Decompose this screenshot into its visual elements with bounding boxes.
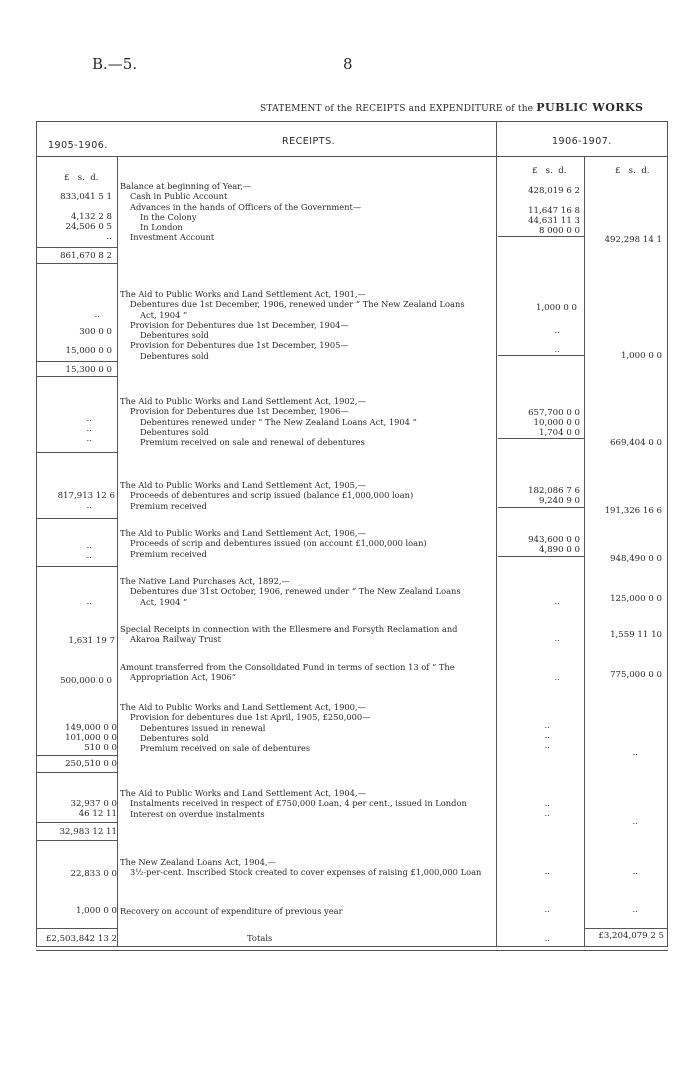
detail-amount: .. (554, 345, 560, 355)
detail-amount: 11,647 16 8 (528, 206, 580, 216)
prev-amount: 817,913 12 6 (57, 491, 115, 501)
block-line: Debentures sold (140, 732, 209, 743)
block-heading: The Native Land Purchases Act, 1892,— (120, 576, 290, 586)
block-heading: Special Receipts in connection with the Ellesmere and Forsyth Reclamation and (120, 624, 458, 634)
block-line: Premium received on sale of debentures (140, 743, 311, 754)
block-total: 1,000 0 0 (620, 351, 662, 361)
block-heading: The Aid to Public Works and Land Settlement Act, 1904,— (120, 788, 366, 798)
detail-amount: 1,000 0 0 (535, 303, 577, 313)
subtotal-rule (37, 822, 117, 823)
totals-top-rule-right (585, 928, 667, 929)
block-separator (37, 566, 117, 567)
block-line: 3½-per-cent. Inscribed Stock created to cover expenses of raising £1,000,000 Loan (130, 867, 482, 878)
subtotal-rule (37, 840, 117, 841)
block-heading: The Aid to Public Works and Land Settlement Act, 1905,— (120, 480, 366, 490)
page-number: 8 (343, 55, 353, 73)
prev-subtotal: 861,670 8 2 (60, 251, 112, 261)
block-line: Advances in the hands of Officers of the Government— (130, 201, 362, 212)
subtotal-rule (37, 361, 117, 362)
block-total: 669,404 0 0 (610, 438, 662, 448)
block-line: Instalments received in respect of £750,000 Loan, 4 per cent., issued in London (130, 798, 467, 809)
table-top-rule (36, 121, 668, 122)
block-line: Debentures due 1st December, 1906, renewed under “ The New Zealand Loans (130, 299, 465, 310)
unit-l: £ (532, 166, 538, 176)
unit-l: £ (64, 173, 70, 183)
subtotal-rule (37, 376, 117, 377)
block-line: In London (140, 222, 183, 233)
detail-amount: 943,600 0 0 (528, 535, 580, 545)
detail-amount: .. (544, 741, 550, 751)
block-line: Premium received (130, 500, 207, 511)
detail-amount: 657,700 0 0 (528, 408, 580, 418)
totals-prev: £2,503,842 13 2 (45, 934, 117, 944)
detail-amount: .. (554, 326, 560, 336)
block-line: Premium received (130, 548, 207, 559)
col-header-receipts: RECEIPTS. (282, 136, 336, 147)
block-heading: Amount transferred from the Consolidated Fund in terms of section 13 of “ The (120, 662, 455, 672)
detail-rule (498, 438, 584, 439)
unit-header-detail (532, 166, 567, 176)
block-act-1905 (120, 480, 500, 511)
prev-amount: 15,000 0 0 (65, 346, 112, 356)
detail-amount: 1,704 0 0 (538, 428, 580, 438)
block-line: Interest on overdue instalments (130, 808, 265, 819)
block-line: Proceeds of scrip and debentures issued (on account £1,000,000 loan) (130, 538, 427, 549)
block-line: Provision for Debentures due 1st December, 1906— (130, 406, 349, 417)
block-line: Provision for Debentures due 1st December, 1904— (130, 319, 349, 330)
prev-amount: .. (86, 551, 92, 561)
unit-l: £ (615, 166, 621, 176)
prev-amount: .. (86, 597, 92, 607)
block-act-1901 (120, 289, 500, 361)
totals-detail: .. (544, 934, 550, 944)
block-line: Debentures sold (140, 426, 209, 437)
prev-amount: .. (86, 424, 92, 434)
prev-amount: 833,041 5 1 (60, 192, 112, 202)
detail-amount: 44,631 11 3 (528, 216, 580, 226)
block-loans-act-1904 (120, 857, 500, 878)
subtotal-rule (37, 772, 117, 773)
block-separator (37, 452, 117, 453)
prev-amount: .. (86, 434, 92, 444)
block-special-receipts (120, 624, 500, 645)
prev-amount: 1,000 0 0 (75, 906, 117, 916)
prev-amount: 22,833 0 0 (70, 869, 117, 879)
prev-amount: .. (86, 501, 92, 511)
detail-rule (498, 355, 584, 356)
block-line: Akaroa Railway Trust (130, 634, 222, 645)
detail-amount: .. (554, 634, 560, 644)
detail-amount: 8 000 0 0 (538, 226, 580, 236)
unit-s: s. (545, 166, 553, 176)
block-consolidated-fund (120, 662, 500, 683)
block-total: 492,298 14 1 (604, 235, 662, 245)
prev-amount: 32,937 0 0 (70, 799, 117, 809)
block-total: 125,000 0 0 (610, 594, 662, 604)
prev-amount: .. (94, 310, 100, 320)
detail-amount: .. (544, 867, 550, 877)
unit-d: d. (90, 173, 99, 183)
prev-amount: 46 12 11 (78, 809, 117, 819)
detail-rule (498, 556, 584, 557)
block-line: Act, 1904 ” (140, 596, 188, 607)
prev-subtotal: 15,300 0 0 (65, 365, 112, 375)
detail-amount: .. (544, 731, 550, 741)
unit-s: s. (628, 166, 636, 176)
subtotal-rule (37, 755, 117, 756)
totals-label: Totals (247, 933, 273, 943)
block-separator (37, 518, 117, 519)
statement-title-prefix: STATEMENT of the RECEIPTS and EXPENDITURE of the (260, 104, 534, 114)
statement-title (260, 101, 644, 114)
block-balance (120, 181, 500, 243)
block-line: Debentures renewed under “ The New Zealand Loans Act, 1904 ” (140, 416, 417, 427)
detail-amount: 9,240 9 0 (538, 496, 580, 506)
table-bottom-rule-2 (36, 950, 668, 951)
block-heading: The Aid to Public Works and Land Settlement Act, 1901,— (120, 289, 366, 299)
unit-d: d. (558, 166, 567, 176)
section-reference: B.—5. (92, 55, 138, 73)
prev-amount: 300 0 0 (79, 327, 112, 337)
prev-amount: .. (86, 414, 92, 424)
block-line: Act, 1904 ” (140, 309, 188, 320)
prev-amount: 500,000 0 0 (60, 676, 112, 686)
detail-amount: 10,000 0 0 (533, 418, 580, 428)
detail-amount: 428,019 6 2 (528, 186, 580, 196)
block-act-1900 (120, 702, 500, 753)
prev-amount: 149,000 0 0 (65, 723, 117, 733)
block-line: Premium received on sale and renewal of debentures (140, 437, 365, 448)
prev-amount: .. (86, 541, 92, 551)
block-act-1904 (120, 788, 500, 819)
block-act-1902 (120, 396, 500, 447)
prev-amount: 510 0 0 (84, 743, 117, 753)
subtotal-rule (37, 263, 117, 264)
prev-subtotal: 32,983 12 11 (59, 827, 117, 837)
table-right-border (667, 121, 668, 946)
block-total: .. (632, 867, 638, 877)
col-header-left-year: 1905-1906. (48, 140, 108, 151)
block-recovery (120, 906, 500, 916)
block-heading: The Aid to Public Works and Land Settlement Act, 1906,— (120, 528, 366, 538)
prev-amount: .. (106, 232, 112, 242)
block-line: Provision for debentures due 1st April, 1905, £250,000— (130, 712, 371, 723)
detail-amount: .. (554, 597, 560, 607)
col-divider-detail (584, 156, 585, 946)
detail-rule (498, 507, 584, 508)
block-heading: The New Zealand Loans Act, 1904,— (120, 857, 276, 867)
col-divider-prev (117, 156, 118, 946)
block-line: Debentures issued in renewal (140, 722, 266, 733)
prev-amount: 4,132 2 8 (70, 212, 112, 222)
prev-amount: 101,000 0 0 (65, 733, 117, 743)
block-line: Appropriation Act, 1906” (130, 672, 237, 683)
block-line: Provision for Debentures due 1st December, 1905— (130, 340, 349, 351)
totals-total: £3,204,079 2 5 (598, 931, 664, 941)
detail-amount: .. (554, 673, 560, 683)
unit-header-prev (64, 173, 99, 183)
block-heading: The Aid to Public Works and Land Settlement Act, 1902,— (120, 396, 366, 406)
block-line: Cash in Public Account (130, 191, 228, 202)
block-act-1906 (120, 528, 500, 559)
statement-title-bold: PUBLIC WORKS (536, 101, 644, 114)
prev-amount: 1,631 19 7 (68, 636, 115, 646)
detail-amount: .. (544, 721, 550, 731)
table-bottom-rule (36, 946, 668, 947)
block-line: Debentures sold (140, 330, 209, 341)
block-total: .. (632, 817, 638, 827)
prev-amount: 24,506 0 5 (65, 222, 112, 232)
detail-rule (498, 236, 584, 237)
block-total: 948,490 0 0 (610, 554, 662, 564)
block-heading: Balance at beginning of Year,— (120, 181, 252, 191)
detail-amount: 182,086 7 6 (528, 486, 580, 496)
unit-header-total (615, 166, 650, 176)
block-total: .. (632, 748, 638, 758)
prev-subtotal: 250,510 0 0 (65, 759, 117, 769)
block-line: Debentures sold (140, 350, 209, 361)
block-line: Proceeds of debentures and scrip issued (balance £1,000,000 loan) (130, 490, 414, 501)
block-line: Debentures due 31st October, 1906, renewed under “ The New Zealand Loans (130, 586, 461, 597)
header-bottom-rule (36, 156, 668, 157)
unit-d: d. (641, 166, 650, 176)
detail-amount: .. (544, 799, 550, 809)
block-heading: The Aid to Public Works and Land Settlement Act, 1900,— (120, 702, 366, 712)
unit-s: s. (77, 173, 85, 183)
subtotal-rule (37, 247, 117, 248)
detail-amount: .. (544, 905, 550, 915)
block-line: Investment Account (130, 232, 215, 243)
totals-top-rule (37, 928, 117, 929)
block-total: 1,559 11 10 (610, 630, 662, 640)
block-native-land (120, 576, 500, 607)
block-total: 775,000 0 0 (610, 670, 662, 680)
col-header-right-year: 1906-1907. (552, 136, 612, 147)
block-total: 191,326 16 6 (604, 506, 662, 516)
block-total: .. (632, 905, 638, 915)
block-line: In the Colony (140, 211, 197, 222)
detail-amount: .. (544, 809, 550, 819)
detail-amount: 4,890 0 0 (538, 545, 580, 555)
block-heading: Recovery on account of expenditure of previous year (120, 906, 343, 916)
